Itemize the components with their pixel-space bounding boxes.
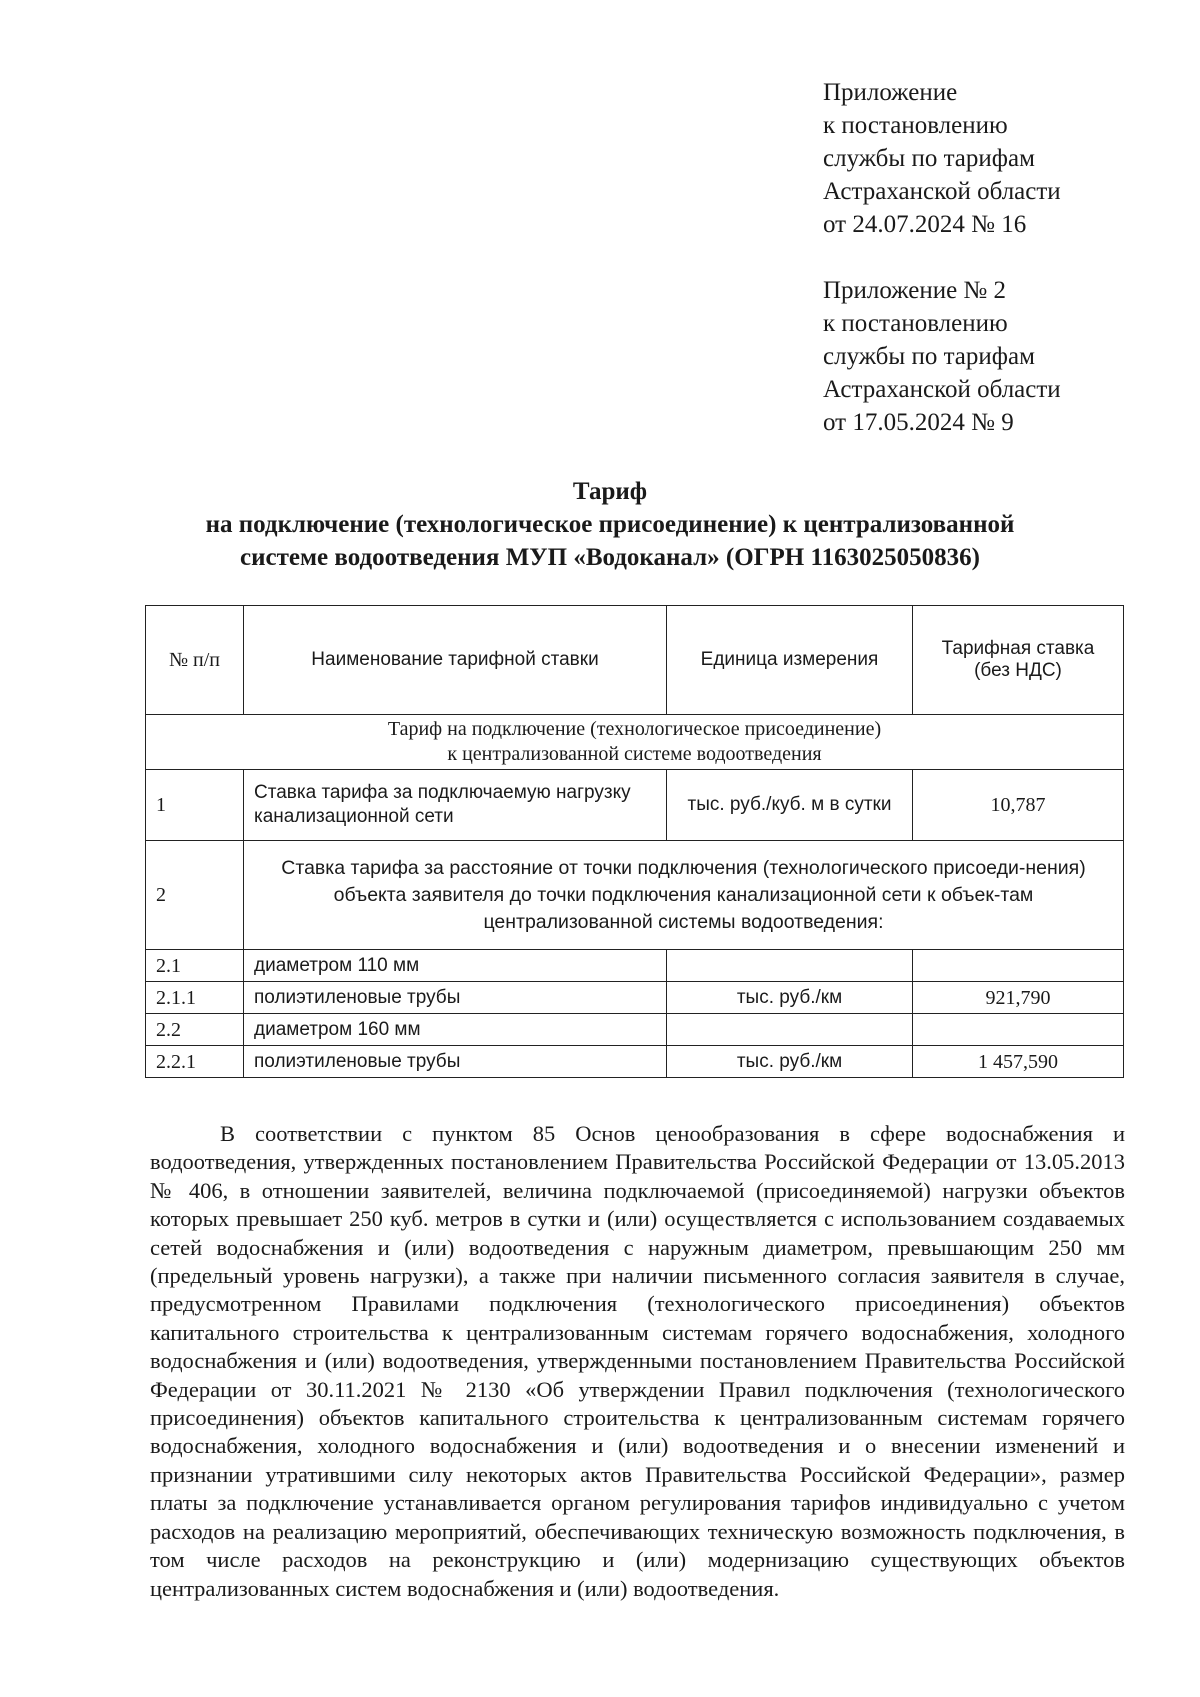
table-section-row — [146, 715, 1124, 770]
row-name: полиэтиленовые трубы — [244, 1046, 667, 1078]
title-line: Тариф — [572, 478, 648, 505]
row-num: 2.2 — [146, 1014, 244, 1046]
table-row — [146, 841, 1124, 950]
row-unit — [667, 950, 913, 982]
appendix-line: к постановлению — [823, 112, 1008, 139]
table-header-row — [146, 606, 1124, 715]
table-row — [146, 982, 1124, 1014]
appendix-line: Астраханской области — [823, 376, 1061, 403]
appendix-line: Астраханской области — [823, 178, 1061, 205]
appendix-current — [823, 76, 1061, 241]
section-line: к централизованной системе водоотведения — [447, 743, 822, 765]
row-name: диаметром 160 мм — [244, 1014, 667, 1046]
row-rate: 921,790 — [913, 982, 1124, 1014]
body-paragraph: В соответствии с пунктом 85 Основ ценообразования в сфере водоснабжения и водоотведения, утвержденных постановлением Правительства Российской Федерации от 13.05.2013 № 406, в отношении заявителей, величина подключаемой (присоединяемой) нагрузки объектов которых превышает 250 куб. метров в сутки и (или) осуществляется с использованием создаваемых сетей водоснабжения и (или) водоотведения с наружным диаметром, превышающим 250 мм (предельный уровень нагрузки), а также при наличии письменного согласия заявителя в случае, предусмотренном Правилами подключения (технологического присоединения) объектов капитального строительства к централизованным системам горячего водоснабжения, холодного водоснабжения и (или) водоотведения, утвержденными постановлением Правительства Российской Федерации от 30.11.2021 № 2130 «Об утверждении Правил подключения (технологического присоединения) объектов капитального строительства к централизованным системам горячего водоснабжения, холодного водоснабжения и (или) водоотведения и о внесении изменений и признании утратившими силу некоторых актов Правительства Российской Федерации», размер платы за подключение устанавливается органом регулирования тарифов индивидуально с учетом расходов на реализацию мероприятий, обеспечивающих техническую возможность подключения, в том числе расходов на реконструкцию и (или) модернизацию существующих объектов централизованных систем водоснабжения и (или) водоотведения. — [150, 1121, 1125, 1601]
row-name: Ставка тарифа за расстояние от точки подключения (технологического присоеди-нения) объекта заявителя до точки подключения канализационной сети к объек-там централизованной системы водоотведения: — [244, 841, 1124, 950]
row-unit — [667, 1014, 913, 1046]
section-line: Тариф на подключение (технологическое присоединение) — [387, 718, 882, 740]
header-name: Наименование тарифной ставки — [244, 606, 667, 715]
appendix-line: Приложение — [823, 79, 958, 106]
row-name: полиэтиленовые трубы — [244, 982, 667, 1014]
row-rate — [913, 1014, 1124, 1046]
appendix-original — [823, 274, 1061, 439]
title-line: на подключение (технологическое присоединение) к централизованной — [205, 511, 1015, 538]
appendix-line: к постановлению — [823, 310, 1008, 337]
row-rate: 10,787 — [913, 770, 1124, 841]
row-unit: тыс. руб./куб. м в сутки — [667, 770, 913, 841]
row-num: 2.2.1 — [146, 1046, 244, 1078]
row-unit: тыс. руб./км — [667, 982, 913, 1014]
section-title — [146, 715, 1124, 770]
appendix-date: от 17.05.2024 № 9 — [823, 409, 1014, 436]
row-num: 1 — [146, 770, 244, 841]
title-line: системе водоотведения МУП «Водоканал» (ОГРН 1163025050836) — [240, 544, 980, 571]
appendix-line: Приложение № 2 — [823, 277, 1007, 304]
appendix-line: службы по тарифам — [823, 145, 1035, 172]
header-unit: Единица измерения — [667, 606, 913, 715]
row-num: 2 — [146, 841, 244, 950]
row-unit: тыс. руб./км — [667, 1046, 913, 1078]
table-row — [146, 1014, 1124, 1046]
row-rate: 1 457,590 — [913, 1046, 1124, 1078]
appendix-line: службы по тарифам — [823, 343, 1035, 370]
table-row — [146, 950, 1124, 982]
row-name: Ставка тарифа за подключаемую нагрузку канализационной сети — [244, 770, 667, 841]
header-num: № п/п — [146, 606, 244, 715]
table-row — [146, 770, 1124, 841]
row-num: 2.1.1 — [146, 982, 244, 1014]
row-num: 2.1 — [146, 950, 244, 982]
row-rate — [913, 950, 1124, 982]
header-rate: Тарифная ставка (без НДС) — [913, 606, 1124, 715]
document-title — [120, 475, 1100, 574]
appendix-date: от 24.07.2024 № 16 — [823, 211, 1027, 238]
tariff-table — [145, 605, 1124, 1078]
row-name: диаметром 110 мм — [244, 950, 667, 982]
table-row — [146, 1046, 1124, 1078]
